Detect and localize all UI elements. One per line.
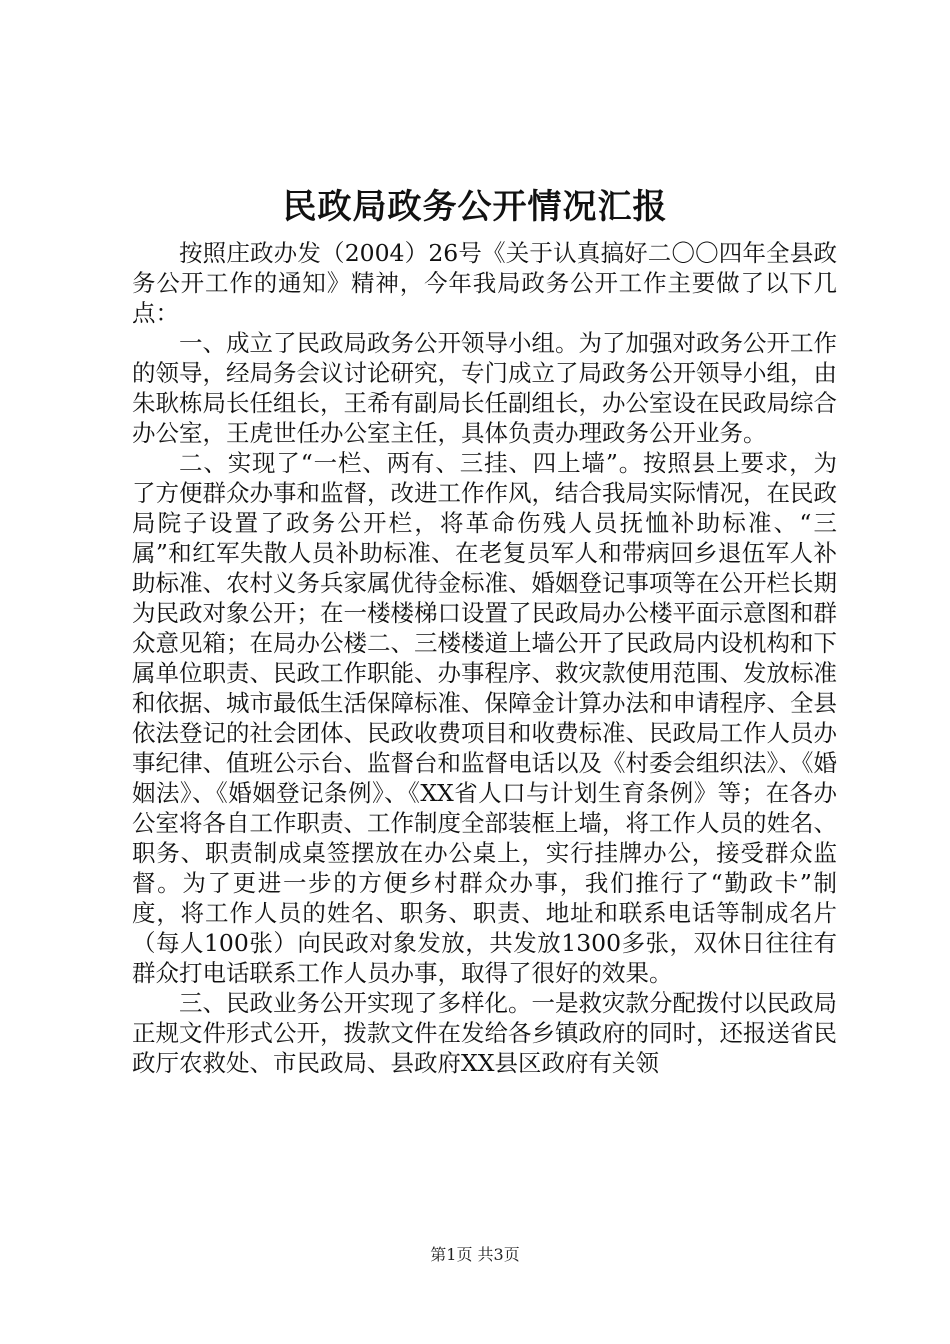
- paragraph-intro: 按照庄政办发（2004）26号《关于认真搞好二〇〇四年全县政务公开工作的通知》精神，今年我局政务公开工作主要做了以下几点：: [132, 239, 837, 327]
- document-title: 民政局政务公开情况汇报: [282, 187, 668, 227]
- document-body: [132, 238, 837, 1078]
- paragraph-section-3: 三、民政业务公开实现了多样化。一是救灾款分配拨付以民政局正规文件形式公开，拨款文件在发给各乡镇政府的同时，还报送省民政厅农救处、市民政局、县政府XX县区政府有关领: [132, 989, 837, 1077]
- page-number-footer: 第1页 共3页: [430, 1245, 520, 1264]
- paragraph-section-2: 二、实现了“一栏、两有、三挂、四上墙”。按照县上要求，为了方便群众办事和监督，改进工作作风，结合我局实际情况，在民政局院子设置了政务公开栏，将革命伤残人员抚恤补助标准、“三属”和红军失散人员补助标准、在老复员军人和带病回乡退伍军人补助标准、农村义务兵家属优待金标准、婚姻登记事项等在公开栏长期为民政对象公开；在一楼楼梯口设置了民政局办公楼平面示意图和群众意见箱；在局办公楼二、三楼楼道上墙公开了民政局内设机构和下属单位职责、民政工作职能、办事程序、救灾款使用范围、发放标准和依据、城市最低生活保障标准、保障金计算办法和申请程序、全县依法登记的社会团体、民政收费项目和收费标准、民政局工作人员办事纪律、值班公示台、监督台和监督电话以及《村委会组织法》、《婚姻法》、《婚姻登记条例》、《XX省人口与计划生育条例》等；在各办公室将各自工作职责、工作制度全部装框上墙，将工作人员的姓名、职务、职责制成桌签摆放在办公桌上，实行挂牌办公，接受群众监督。为了更进一步的方便乡村群众办事，我们推行了“勤政卡”制度，将工作人员的姓名、职务、职责、地址和联系电话等制成名片（每人100张）向民政对象发放，共发放1300多张，双休日往往有群众打电话联系工作人员办事，取得了很好的效果。: [132, 449, 837, 987]
- paragraph-section-1: 一、成立了民政局政务公开领导小组。为了加强对政务公开工作的领导，经局务会议讨论研究，专门成立了局政务公开领导小组，由朱耿栋局长任组长，王希有副局长任副组长，办公室设在民政局综合办公室，王虎世任办公室主任，具体负责办理政务公开业务。: [132, 329, 837, 447]
